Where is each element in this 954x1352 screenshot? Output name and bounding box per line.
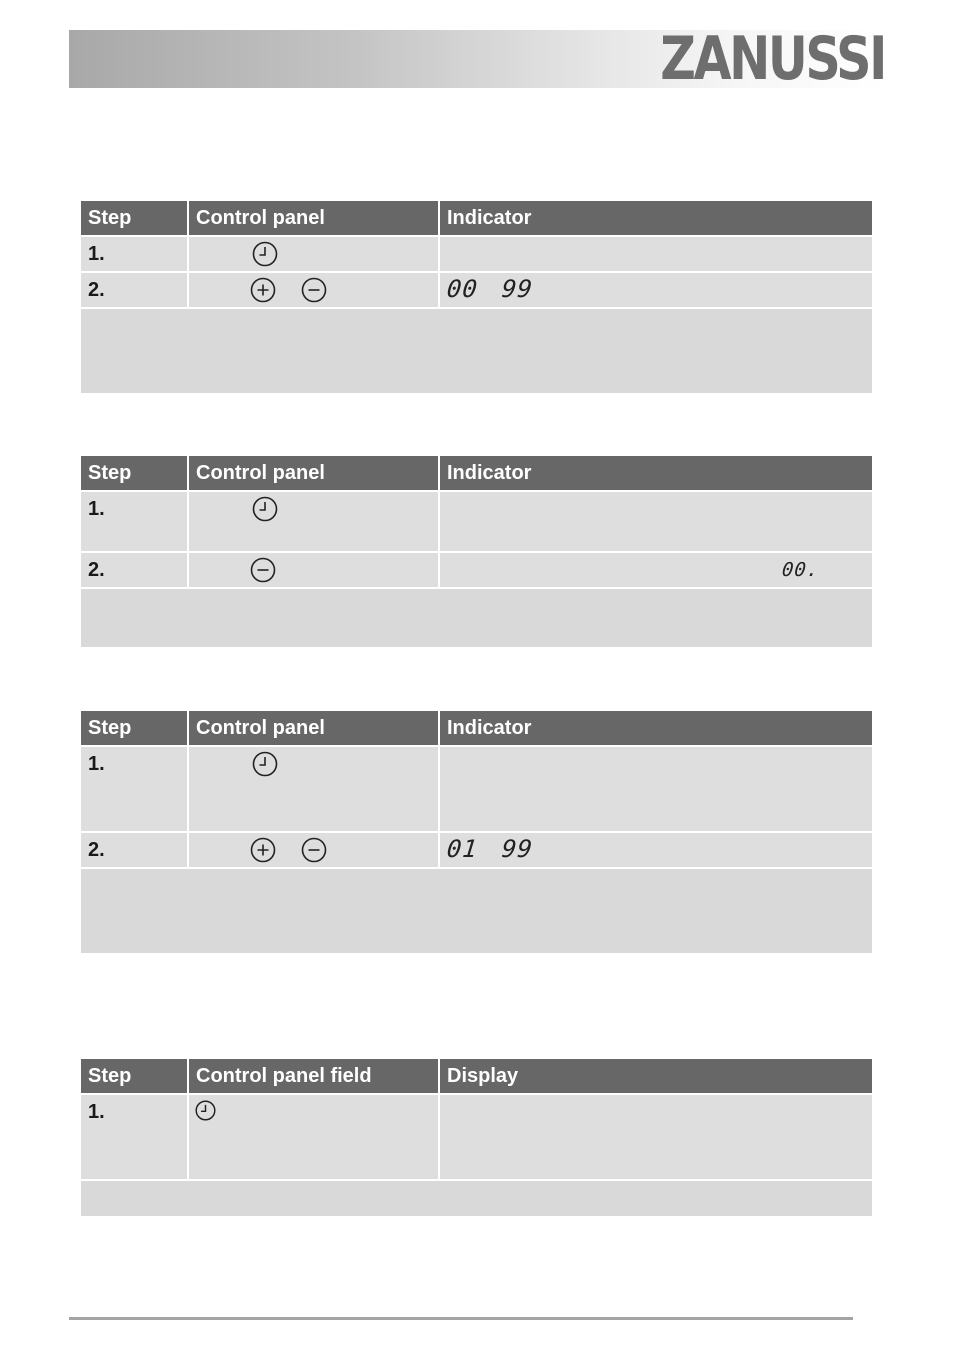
table-row [81,273,872,309]
step-cell [81,553,189,589]
step-cell [81,833,189,869]
step-cell [81,237,189,273]
step-number: 1. [88,243,105,265]
header-bar [69,24,885,94]
table-row [81,747,872,833]
brand-name: ZANUSSI [660,24,885,94]
header-step: Step [81,1059,189,1095]
timer-table-4 [81,1059,872,1216]
table-row [81,1095,872,1181]
table-row [81,1181,872,1216]
footer-rule [69,1317,853,1320]
table-row [81,589,872,647]
display-value-max: 99 [500,835,535,863]
minus-icon[interactable] [301,837,327,863]
indicator-cell [440,553,872,589]
display-value-min: 00 [445,275,480,303]
table-row [81,869,872,953]
clock-icon[interactable] [252,496,278,522]
indicator-cell [440,237,872,273]
table-header-row [81,201,872,237]
indicator-cell [440,833,872,869]
display-value-min: 01 [445,835,480,863]
table-row [81,833,872,869]
step-cell [81,747,189,833]
note-row [81,589,872,647]
table-row [81,309,872,393]
note-row [81,309,872,393]
table-header-row [81,711,872,747]
indicator-cell [440,492,872,553]
table-header-row [81,1059,872,1095]
header-indicator: Indicator [440,201,872,237]
plus-icon[interactable] [250,277,276,303]
header-display: Display [440,1059,872,1095]
clock-icon[interactable] [252,241,278,267]
control-cell [189,237,440,273]
control-cell [189,273,440,309]
table-header-row [81,456,872,492]
step-number: 1. [88,1101,105,1123]
header-step: Step [81,711,189,747]
control-cell [189,1095,440,1181]
brand-logo [660,24,885,94]
note-row [81,869,872,953]
minus-icon[interactable] [250,557,276,583]
header-control-panel: Control panel [189,456,440,492]
step-number: 2. [88,559,105,581]
step-cell [81,273,189,309]
step-number: 2. [88,279,105,301]
control-cell [189,492,440,553]
indicator-cell [440,273,872,309]
indicator-cell [440,747,872,833]
timer-table-2 [81,456,872,647]
control-cell [189,553,440,589]
step-cell [81,1095,189,1181]
step-number: 1. [88,753,105,775]
header-indicator: Indicator [440,456,872,492]
header-control-panel: Control panel [189,201,440,237]
control-cell [189,833,440,869]
control-cell [189,747,440,833]
header-control-panel: Control panel [189,711,440,747]
timer-table-3 [81,711,872,953]
minus-icon[interactable] [301,277,327,303]
display-cell [440,1095,872,1181]
display-value: 00. [780,559,821,581]
header-step: Step [81,456,189,492]
header-indicator: Indicator [440,711,872,747]
header-control-panel-field: Control panel field [189,1059,440,1095]
table-row [81,492,872,553]
clock-icon[interactable] [252,751,278,777]
step-number: 2. [88,839,105,861]
header-step: Step [81,201,189,237]
plus-icon[interactable] [250,837,276,863]
timer-table-1 [81,201,872,393]
table-row [81,553,872,589]
note-row [81,1181,872,1216]
table-row [81,237,872,273]
step-number: 1. [88,498,105,520]
step-cell [81,492,189,553]
display-value-max: 99 [500,275,535,303]
clock-icon[interactable] [195,1100,216,1121]
